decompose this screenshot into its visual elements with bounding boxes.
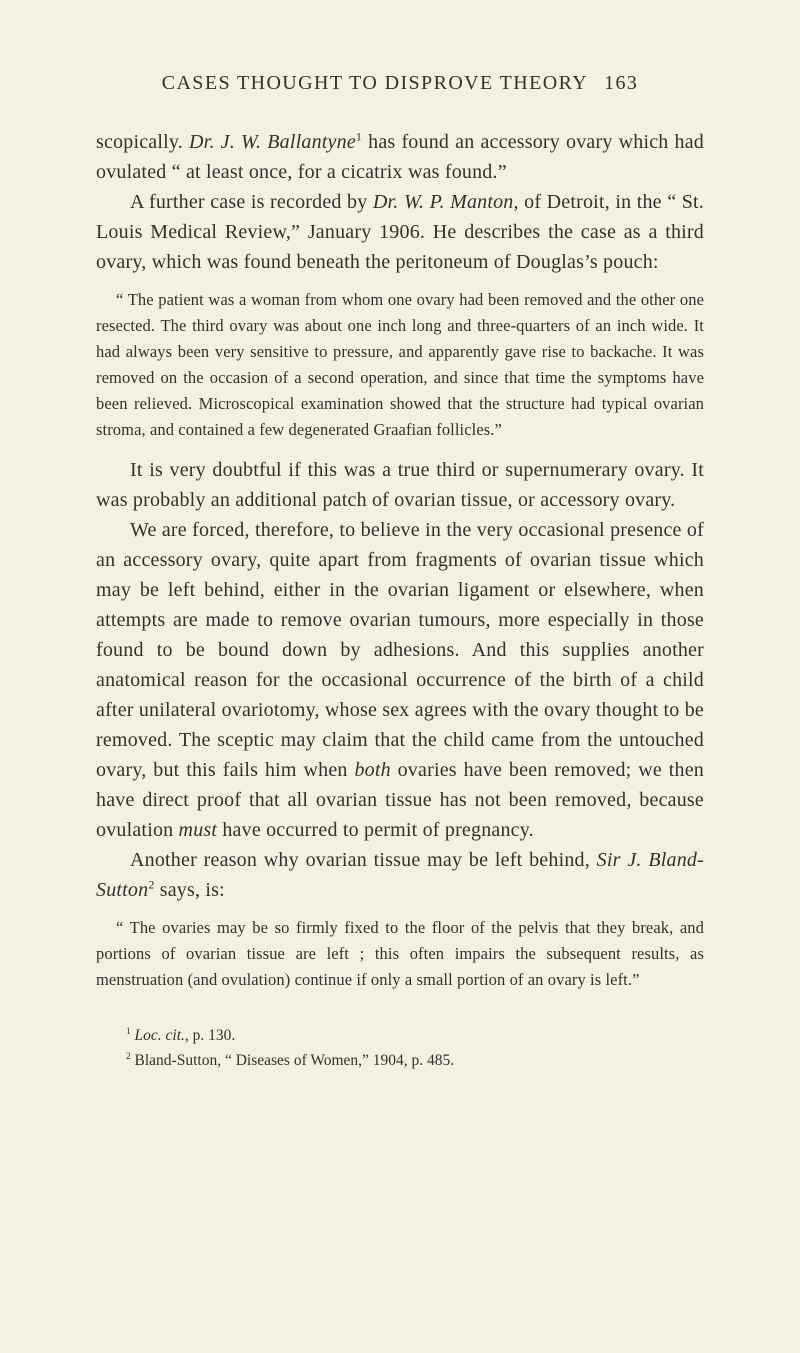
paragraph-doubtful: It is very doubtful if this was a true third or supernumerary ovary. It was probably an additional patch of ovarian tissue, or accessory ovary. <box>96 459 704 511</box>
text-segment: scopically. <box>96 131 190 153</box>
running-head-title: CASES THOUGHT TO DISPROVE THEORY <box>161 72 589 94</box>
text-segment: Another reason why ovarian tissue may be left behind, <box>130 849 597 871</box>
footnote-2-marker: 2 <box>126 1051 131 1062</box>
text-segment: A further case is recorded by <box>130 191 373 213</box>
paragraph-manton-case <box>96 187 704 277</box>
footnote-marker-2: 2 <box>148 877 155 892</box>
paragraph-forced-to-believe <box>96 515 704 845</box>
text-segment: Bland-Sutton, “ Diseases of Women,” 1904, p. 485. <box>130 1052 455 1069</box>
author-name-ballantyne: Dr. J. W. Ballantyne <box>189 131 356 153</box>
page-number: 163 <box>604 72 639 94</box>
paragraph-ballantyne <box>96 127 704 187</box>
text-segment: , p. 130. <box>184 1027 236 1044</box>
blockquote-bland-sutton: “ The ovaries may be so firmly fixed to the floor of the pelvis that they break, and portions of ovarian tissue are left ; this often impairs the subsequent results, as menstruation (and ovulation) continue if only a small portion of an ovary is left.” <box>96 918 704 989</box>
footnote-marker-1: 1 <box>355 129 363 144</box>
footnote-1-marker: 1 <box>126 1026 131 1037</box>
text-segment: have occurred to permit of pregnancy. <box>217 819 534 841</box>
text-segment: We are forced, therefore, to believe in the very occasional presence of an accessory ovary, quite apart from fragments of ovarian tissue which may be left behind, either in the ovarian ligament or elsewhere, when attempts are made to remove ovarian tumours, more especially in those found to be bound down by adhesions. And this supplies another anatomical reason for the occasional occurrence of the birth of a child after unilateral ovariotomy, whose sex agrees with the ovary thought to be removed. The sceptic may claim that the child came from the untouched ovary, but this fails him when <box>96 519 704 781</box>
blockquote-manton-case: “ The patient was a woman from whom one ovary had been removed and the other one resected. The third ovary was about one inch long and three-quarters of an inch wide. It had always been very sensitive to pressure, and apparently gave rise to backache. It was removed on the occasion of a second operation, and since that time the symptoms have been relieved. Microscopical examination showed that the structure had typical ovarian stroma, and contained a few degenerated Graafian follicles.” <box>96 290 704 439</box>
author-name-bland-sutton: Sir J. Bland-Sutton <box>96 849 704 901</box>
text-segment: , of Detroit, in the “ St. Louis Medical Review,” January 1906. He describes the case as a third ovary, which was found beneath the peritoneum of Douglas’s pouch: <box>96 191 704 273</box>
text-segment: has found an accessory ovary which had ovulated “ at least once, for a cicatrix was found.” <box>96 131 704 183</box>
footnote-1-loc-cit: Loc. cit. <box>134 1027 185 1044</box>
footnote-2 <box>96 1048 704 1073</box>
text-segment: says, is: <box>154 879 225 901</box>
footnotes-section <box>96 1023 704 1073</box>
emphasis-must: must <box>178 819 218 841</box>
footnote-1 <box>96 1023 704 1048</box>
text-segment: ovaries have been removed; we then have direct proof that all ovarian tissue has not been removed, because ovulation <box>96 759 705 841</box>
author-name-manton: Dr. W. P. Manton <box>372 191 514 213</box>
paragraph-another-reason <box>96 845 704 905</box>
page-header <box>96 72 704 95</box>
emphasis-both: both <box>354 759 391 781</box>
